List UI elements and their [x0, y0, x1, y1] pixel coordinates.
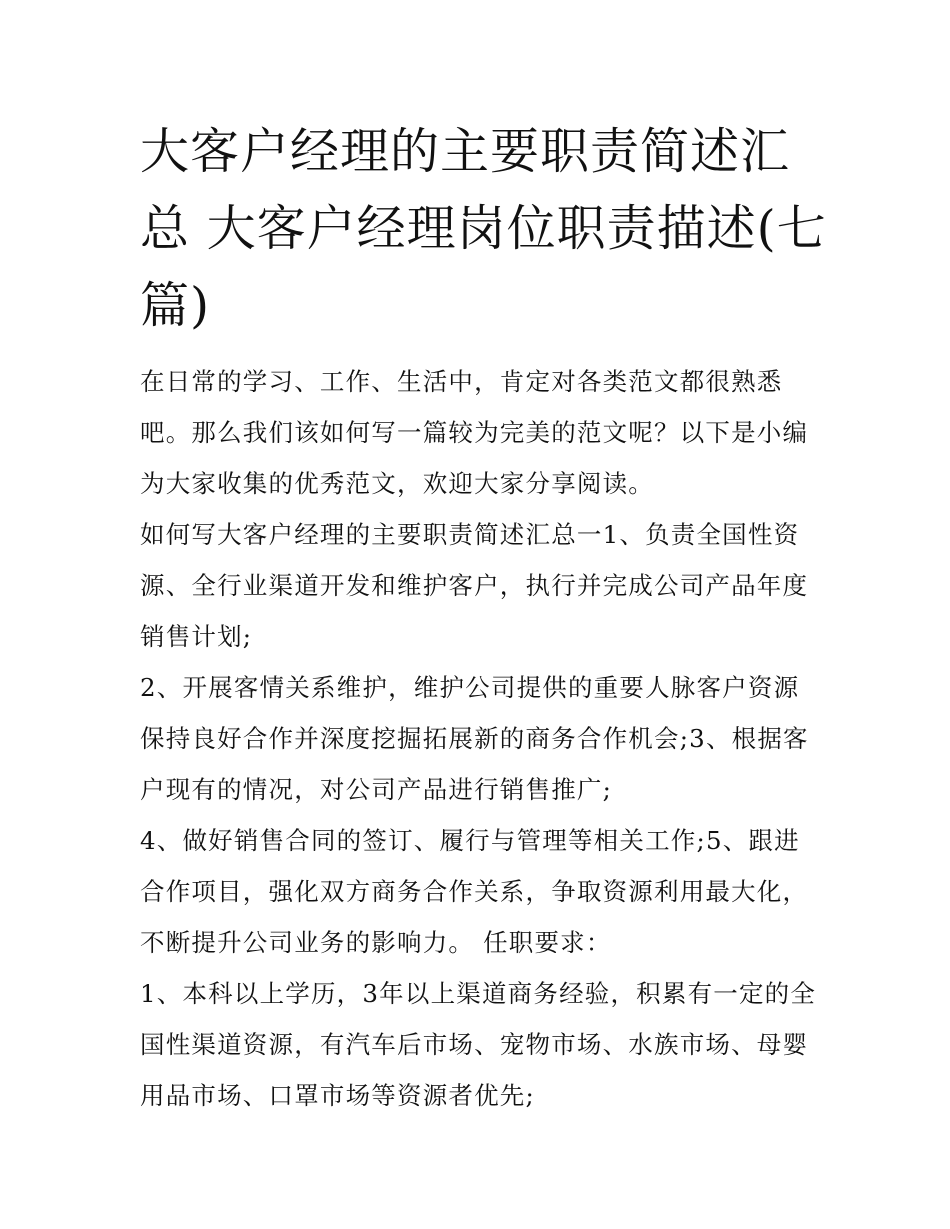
document-body: [140, 356, 820, 1121]
paragraph-duty-4-5: 4、做好销售合同的签订、履行与管理等相关工作;5、跟进合作项目，强化双方商务合作关系，争取资源利用最大化，不断提升公司业务的影响力。 任职要求：: [140, 826, 809, 957]
paragraph-duty-2-3: 2、开展客情关系维护，维护公司提供的重要人脉客户资源保持良好合作并深度挖掘拓展新的商务合作机会;3、根据客户现有的情况，对公司产品进行销售推广;: [140, 673, 809, 804]
document-title: 大客户经理的主要职责简述汇总 大客户经理岗位职责描述(七篇): [140, 123, 827, 334]
paragraph-duty-1: 如何写大客户经理的主要职责简述汇总一1、负责全国性资源、全行业渠道开发和维护客户，执行并完成公司产品年度销售计划;: [140, 520, 809, 651]
paragraph-intro: 在日常的学习、工作、生活中，肯定对各类范文都很熟悉吧。那么我们该如何写一篇较为完美的范文呢？以下是小编为大家收集的优秀范文，欢迎大家分享阅读。: [140, 367, 809, 498]
paragraph-requirement-1: 1、本科以上学历，3年以上渠道商务经验，积累有一定的全国性渠道资源，有汽车后市场、宠物市场、水族市场、母婴用品市场、口罩市场等资源者优先;: [140, 979, 817, 1110]
